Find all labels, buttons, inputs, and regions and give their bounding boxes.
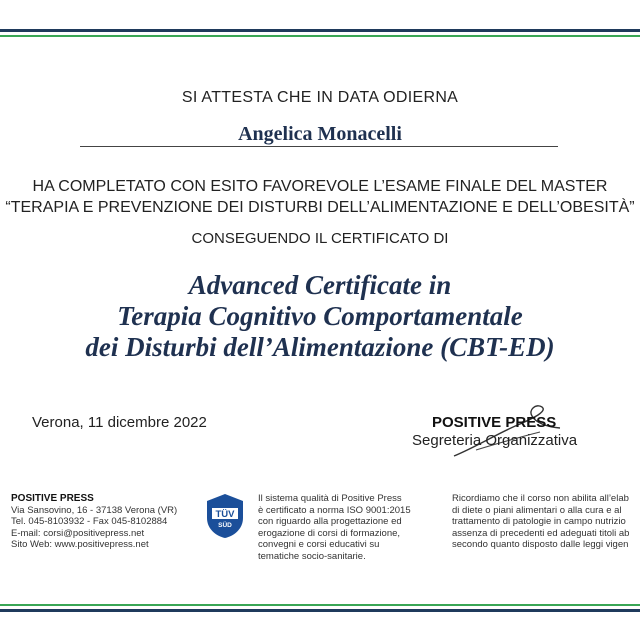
signature-role: Segreteria Organizzativa bbox=[412, 432, 578, 449]
footer-contact-line: E-mail: corsi@positivepress.net bbox=[11, 527, 145, 539]
attestation-text: SI ATTESTA CHE IN DATA ODIERNA bbox=[181, 89, 459, 106]
footer-notice bbox=[452, 493, 640, 551]
bottom-border-green bbox=[0, 604, 640, 606]
footer-company-name: POSITIVE PRESS bbox=[11, 493, 94, 504]
footer-quality-line: erogazione di corsi di formazione, bbox=[258, 527, 401, 539]
certificate-title-line: Terapia Cognitivo Comportamentale bbox=[117, 301, 523, 331]
footer-quality-line: convegni e corsi educativi su bbox=[258, 539, 380, 550]
footer-contact-line: Tel. 045-8103932 - Fax 045-8102884 bbox=[11, 516, 168, 527]
certificate-title-line: dei Disturbi dell’Alimentazione (CBT-ED) bbox=[85, 332, 555, 362]
place-date: Verona, 11 dicembre 2022 bbox=[32, 414, 207, 431]
footer-contact-line: Sito Web: www.positivepress.net bbox=[11, 539, 149, 550]
recipient-name: Angelica Monacelli bbox=[238, 123, 402, 145]
certificate-title bbox=[0, 270, 640, 363]
bottom-border-blue bbox=[0, 609, 640, 612]
completion-line: “TERAPIA E PREVENZIONE DEI DISTURBI DELL’ALIMENTAZIONE E DELL’OBESITÀ” bbox=[5, 199, 635, 216]
footer-quality-statement bbox=[258, 493, 423, 562]
footer-quality-line: tematiche socio-sanitarie. bbox=[258, 550, 366, 562]
certificate-title-line: Advanced Certificate in bbox=[188, 270, 452, 300]
footer-quality-line: con riguardo alla progettazione ed bbox=[258, 516, 402, 527]
top-border-green bbox=[0, 35, 640, 37]
footer-notice-line: secondo quanto disposto dalle leggi vigen bbox=[452, 539, 629, 550]
tuv-badge-sublabel: SÜD bbox=[218, 522, 232, 529]
certificate-intro: CONSEGUENDO IL CERTIFICATO DI bbox=[191, 230, 449, 247]
footer-quality-line: Il sistema qualità di Positive Press bbox=[258, 493, 402, 504]
signature-organization: POSITIVE PRESS bbox=[432, 414, 557, 431]
completion-line: HA COMPLETATO CON ESITO FAVOREVOLE L’ESAME FINALE DEL MASTER bbox=[32, 178, 608, 195]
top-border-blue bbox=[0, 29, 640, 32]
footer-contact-line: Via Sansovino, 16 - 37138 Verona (VR) bbox=[11, 504, 178, 516]
name-underline bbox=[80, 146, 558, 147]
tuv-certification-badge bbox=[203, 492, 247, 540]
footer-quality-line: è certificato a norma ISO 9001:2015 bbox=[258, 504, 411, 516]
tuv-badge-label: TÜV bbox=[215, 509, 235, 520]
completion-statement bbox=[0, 176, 640, 218]
footer-notice-line: assenza di precedenti ed adeguati titoli ab bbox=[452, 527, 630, 539]
footer-contact bbox=[11, 493, 196, 551]
footer-notice-line: trattamento di patologie in campo nutrizio bbox=[452, 516, 626, 527]
footer-notice-line: di diete o piani alimentari o alla cura e al bbox=[452, 504, 622, 516]
footer-notice-line: Ricordiamo che il corso non abilita all’elab bbox=[452, 493, 629, 504]
